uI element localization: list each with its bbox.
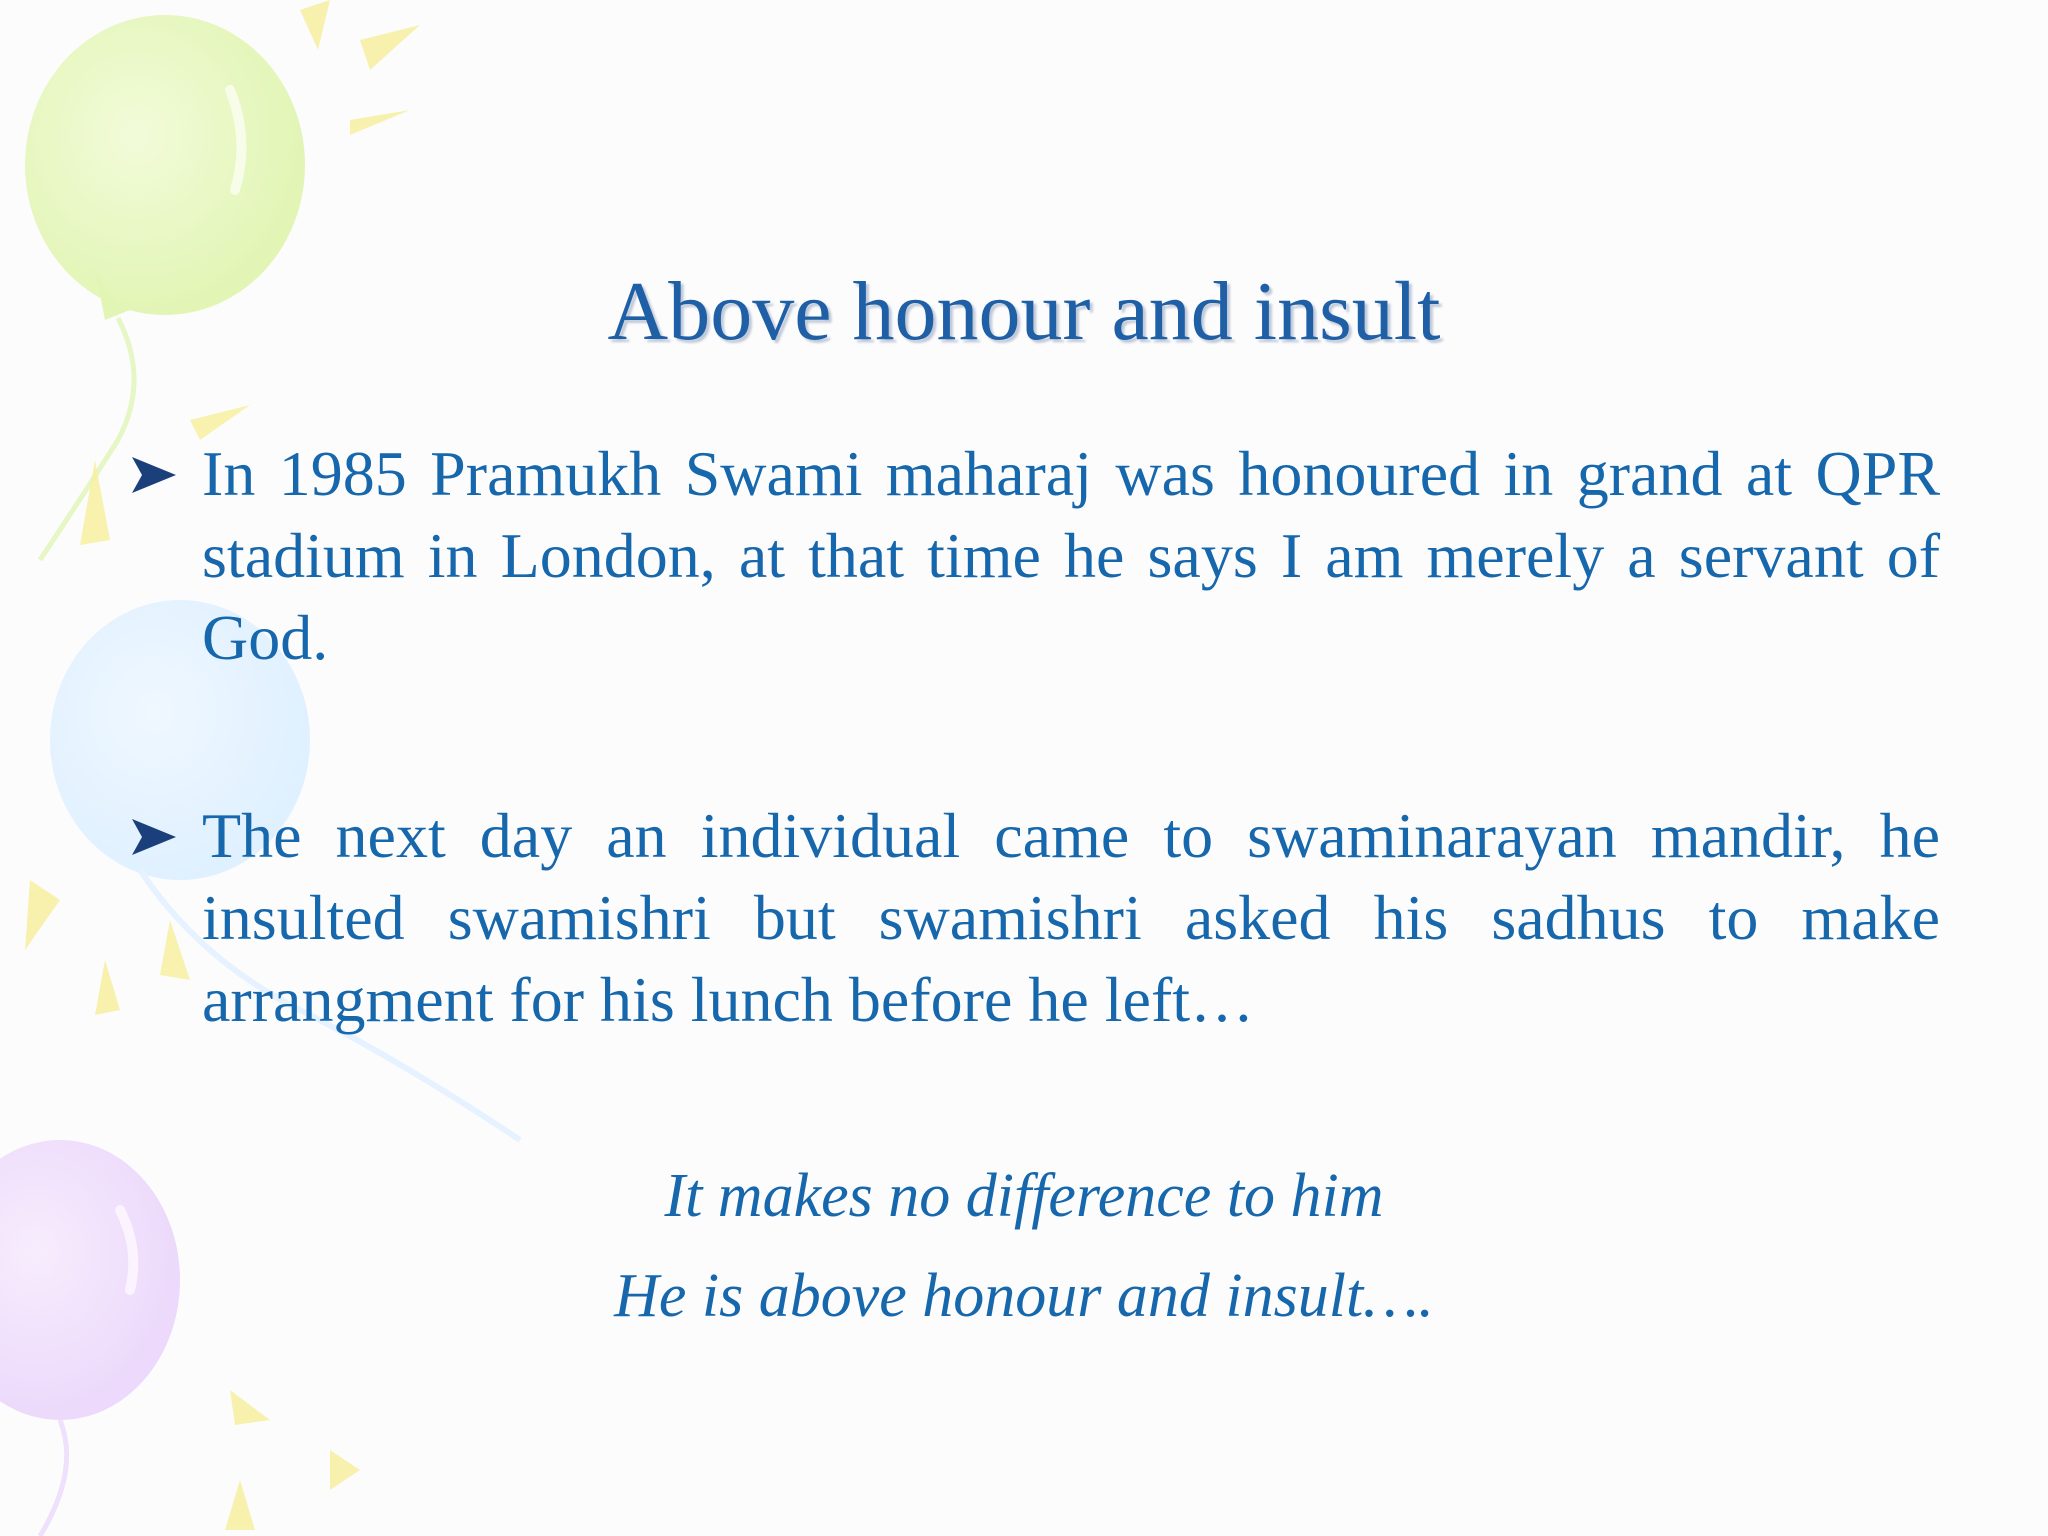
closing-line: It makes no difference to him — [664, 1162, 1384, 1230]
arrowhead-bullet-icon — [130, 453, 178, 497]
bullet-text: The next day an individual came to swaminarayan mandir, he insulted swamishri but swamishri asked his sadhus to make arrangment for his lunch before he left… — [202, 800, 1940, 1035]
closing-line: He is above honour and insult…. — [614, 1262, 1434, 1330]
bullet-item — [120, 795, 1940, 1041]
arrowhead-bullet-icon — [130, 815, 178, 859]
slide-title: Above honour and insult — [607, 265, 1441, 358]
bullet-item — [120, 433, 1940, 679]
bullet-text: In 1985 Pramukh Swami maharaj was honoured in grand at QPR stadium in London, at that time he says I am merely a servant of God. — [202, 438, 1940, 673]
